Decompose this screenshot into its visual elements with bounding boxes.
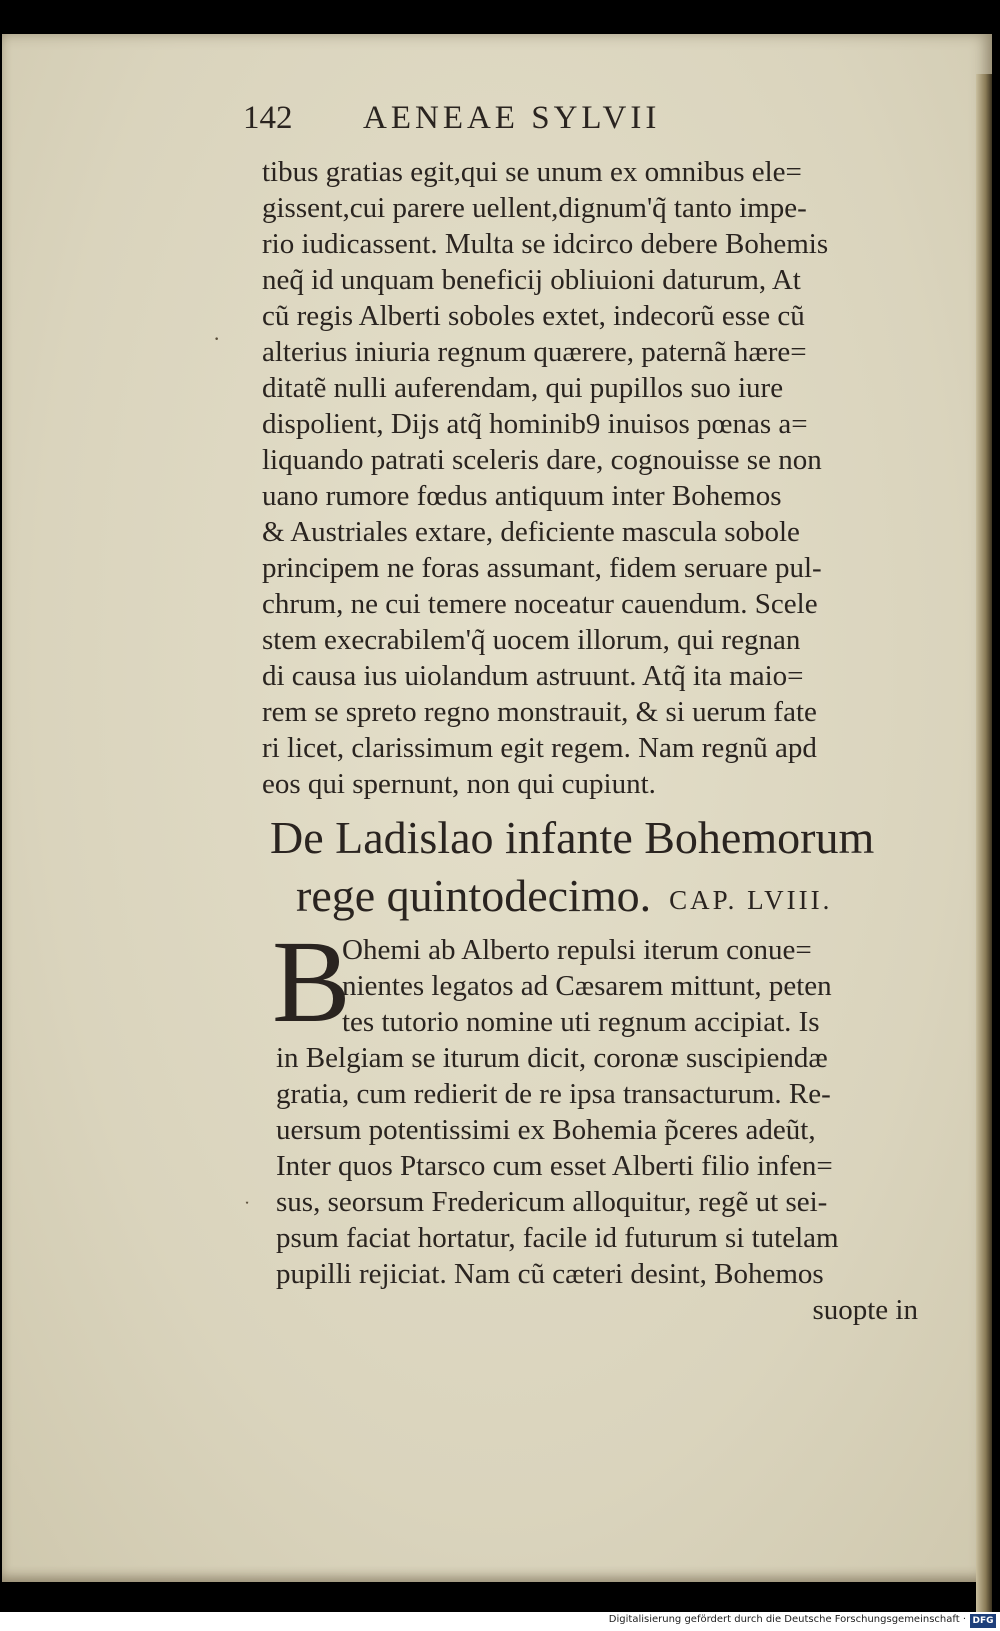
chapter-title-line-2 xyxy=(296,866,970,926)
text-line: tibus gratias egit,qui se unum ex omnibus ele= xyxy=(262,156,802,188)
drop-cap: B xyxy=(272,916,351,1047)
text-line: ri licet, clarissimum egit regem. Nam regnũ apd xyxy=(262,732,817,764)
paragraph-2 xyxy=(276,932,956,1328)
text-line: stem execrabilem'q̃ uocem illorum, qui regnan xyxy=(262,624,801,656)
text-line: sus, seorsum Fredericum alloquitur, regẽ ut sei- xyxy=(276,1186,828,1218)
text-line: dispolient, Dijs atq̃ hominib9 inuisos pœnas a= xyxy=(262,408,808,440)
chapter-number: CAP. LVIII. xyxy=(669,885,833,916)
margin-mark: ˑ xyxy=(244,1192,251,1217)
text-line: neq̃ id unquam beneficij obliuioni daturum, At xyxy=(262,264,801,296)
chapter-title-text: rege quintodecimo. xyxy=(296,870,652,921)
chapter-heading xyxy=(270,810,970,926)
page-number: 142 xyxy=(243,100,293,136)
text-line: in Belgiam se iturum dicit, coronæ suscipiendæ xyxy=(276,1042,828,1074)
footer-bar xyxy=(0,1612,1000,1631)
text-line: eos qui spernunt, non qui cupiunt. xyxy=(262,768,656,800)
text-line: gissent,cui parere uellent,dignum'q̃ tanto impe- xyxy=(262,192,807,224)
text-line: Ohemi ab Alberto repulsi iterum conue= xyxy=(342,934,812,966)
book-title: AENEAE SYLVII xyxy=(363,100,661,136)
text-line: & Austriales extare, deficiente mascula sobole xyxy=(262,516,800,548)
digitization-credit: Digitalisierung gefördert durch die Deutsche Forschungsgemeinschaft · xyxy=(608,1614,966,1625)
paragraph-1 xyxy=(262,154,952,802)
text-line: chrum, ne cui temere noceatur cauendum. Scele xyxy=(262,588,818,620)
text-line: alterius iniuria regnum quærere, paternã hære= xyxy=(262,336,807,368)
catchword: suopte in xyxy=(812,1294,918,1326)
text-line: uersum potentissimi ex Bohemia p̃ceres adeũt, xyxy=(276,1114,816,1146)
text-line: ditatẽ nulli auferendam, qui pupillos suo iure xyxy=(262,372,784,404)
text-line: gratia, cum redierit de re ipsa transacturum. Re- xyxy=(276,1078,831,1110)
text-line: liquando patrati sceleris dare, cognouisse se non xyxy=(262,444,822,476)
text-line: Inter quos Ptarsco cum esset Alberti filio infen= xyxy=(276,1150,833,1182)
running-head xyxy=(243,100,743,140)
text-line: di causa ius uiolandum astruunt. Atq̃ ita maio= xyxy=(262,660,804,692)
margin-mark: · xyxy=(213,326,221,351)
chapter-title-line-1: De Ladislao infante Bohemorum xyxy=(270,812,875,863)
page-edge xyxy=(976,74,992,1614)
text-line: psum faciat hortatur, facile id futurum si tutelam xyxy=(276,1222,839,1254)
text-line: principem ne foras assumant, fidem seruare pul- xyxy=(262,552,822,584)
text-line: tes tutorio nomine uti regnum accipiat. Is xyxy=(342,1006,820,1038)
text-line: uano rumore fœdus antiquum inter Bohemos xyxy=(262,480,782,512)
dfg-logo: DFG xyxy=(970,1614,996,1628)
text-line: cũ regis Alberti soboles extet, indecorũ esse cũ xyxy=(262,300,805,332)
text-line: pupilli rejiciat. Nam cũ cæteri desint, Bohemos xyxy=(276,1258,824,1290)
text-line: rio iudicassent. Multa se idcirco debere Bohemis xyxy=(262,228,829,260)
text-line: rem se spreto regno monstrauit, & si uerum fate xyxy=(262,696,817,728)
text-line: nientes legatos ad Cæsarem mittunt, peten xyxy=(342,970,832,1002)
